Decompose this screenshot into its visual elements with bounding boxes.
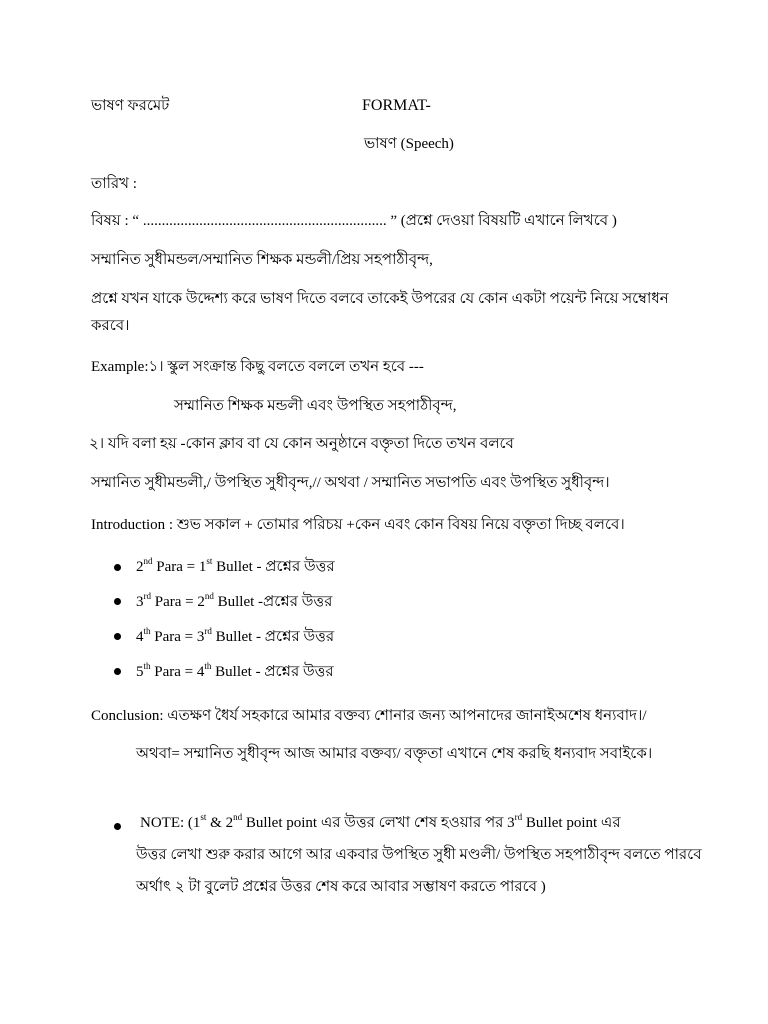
conclusion-text: এতক্ষণ ধৈর্য সহকারে আমার বক্তব্য শোনার জন্য আপনাদের জানাইঅশেষ ধন্যবাদ।/ <box>163 708 647 724</box>
bullet-dot-icon <box>114 564 121 571</box>
example-1-text: স্কুল সংক্রান্ত কিছু বলতে বললে তখন হবে --- <box>163 359 424 375</box>
format-title: FORMAT- <box>362 97 431 114</box>
bullet-item: 3rd Para = 2nd Bullet -প্রশ্নের উত্তর <box>136 591 333 610</box>
speech-subtitle: ভাষণ (Speech) <box>364 136 454 152</box>
bullet-item: 4th Para = 3rd Bullet - প্রশ্নের উত্তর <box>136 626 335 645</box>
introduction-text: শুভ সকাল + তোমার পরিচয় +কেন এবং কোন বিষয় নিয়ে বক্তৃতা দিচ্ছ বলবে। <box>173 517 625 533</box>
format-title-bengali: ভাষণ ফরমেট <box>91 98 170 114</box>
bullet-dot-icon <box>114 633 121 640</box>
example-2-answer: সম্মানিত সুধীমন্ডলী,/ উপস্থিত সুধীবৃন্দ,// অথবা / সম্মানিত সভাপতি এবং উপস্থিত সুধীবৃন্দ। <box>91 475 610 491</box>
conclusion-alternative: অথবা= সম্মানিত সুধীবৃন্দ আজ আমার বক্তব্য/ বক্তৃতা এখানে শেষ করছি ধন্যবাদ সবাইকে। <box>136 746 653 762</box>
salutation-options: সম্মানিত সুধীমন্ডল/সম্মানিত শিক্ষক মন্ডলী/প্রিয় সহপাঠীবৃন্দ, <box>91 252 433 268</box>
conclusion <box>91 706 647 726</box>
bullet-dot-icon <box>114 598 121 605</box>
introduction-label: Introduction : <box>91 517 174 533</box>
note-line-2: উত্তর লেখা শুরু করার আগে আর একবার উপস্থিত সুধী মণ্ডলী/ উপস্থিত সহপাঠীবৃন্দ বলতে পারবে <box>136 847 702 863</box>
bullet-item: 5th Para = 4th Bullet - প্রশ্নের উত্তর <box>136 661 334 680</box>
bullet-dot-icon <box>114 668 121 675</box>
note-bullet-icon <box>114 823 121 830</box>
bullet-item: 2nd Para = 1st Bullet - প্রশ্নের উত্তর <box>136 556 335 575</box>
note-line-1: NOTE: (1st & 2nd Bullet point এর উত্তর লেখা শেষ হওয়ার পর 3rd Bullet point এর <box>140 812 621 831</box>
example-1 <box>91 357 424 377</box>
date-label: তারিখ : <box>91 176 137 192</box>
example-1-answer: সম্মানিত শিক্ষক মন্ডলী এবং উপস্থিত সহপাঠীবৃন্দ, <box>174 398 457 414</box>
example-label: Example:১। <box>91 359 164 375</box>
note-line-3: অর্থাৎ ২ টা বুলেট প্রশ্নের উত্তর শেষ করে আবার সম্ভাষণ করতে পারবে ) <box>136 879 546 895</box>
example-2-text: ২। যদি বলা হয় -কোন ক্লাব বা যে কোন অনুষ্ঠানে বক্তৃতা দিতে তখন বলবে <box>89 436 514 452</box>
subject-line: বিষয় : “ ................................................................. ” (প্রশ্নে দেওয়া বিষয়টি এখানে লিখবে ) <box>91 213 617 229</box>
instruction-text-line-1: প্রশ্নে যখন যাকে উদ্দেশ্য করে ভাষণ দিতে বলবে তাকেই উপরের যে কোন একটা পয়েন্ট নিয়ে সম্বোধন <box>91 291 669 307</box>
instruction-text-line-2: করবে। <box>91 318 130 334</box>
introduction <box>91 515 625 535</box>
conclusion-label: Conclusion: <box>91 708 164 724</box>
